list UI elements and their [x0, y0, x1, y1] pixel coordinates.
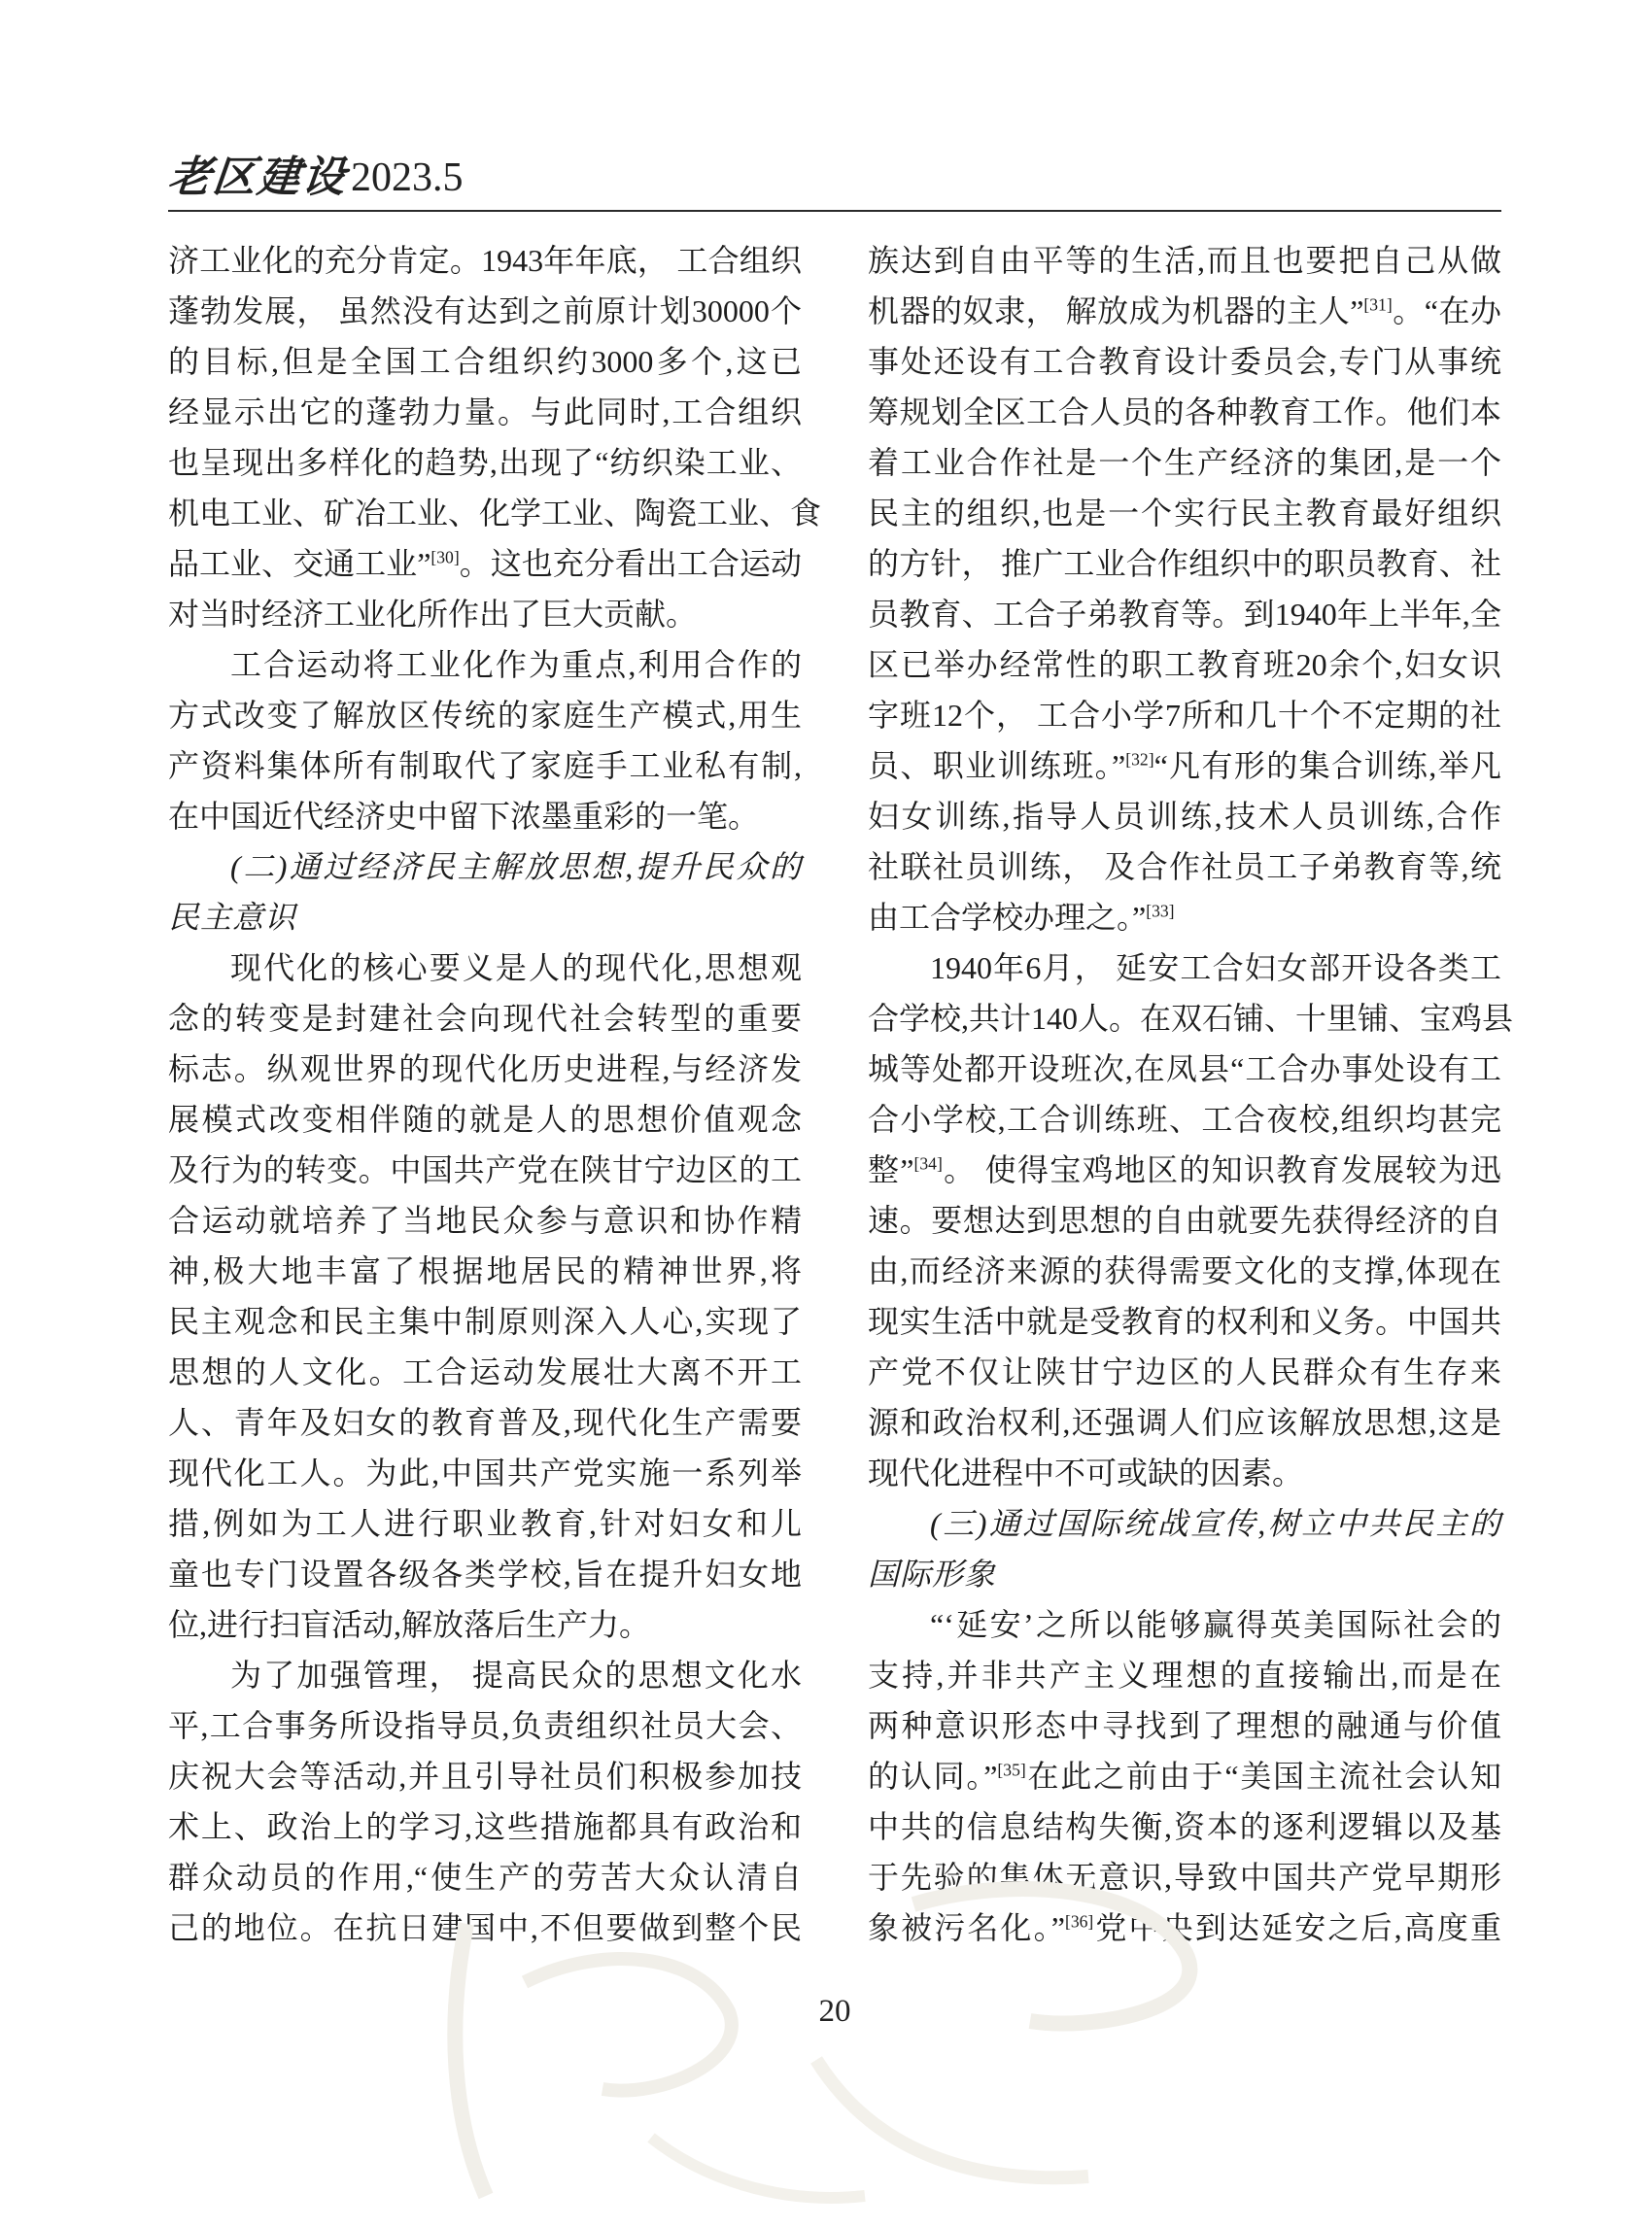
page-number: 20: [818, 1994, 851, 2029]
text-line: 也呈现出多样化的趋势,出现了“纺织染工业、: [168, 445, 802, 480]
text-line: 展模式改变相伴随的就是人的思想价值观念: [168, 1102, 802, 1137]
text-line: 标志。纵观世界的现代化历史进程,与经济发: [168, 1051, 802, 1086]
text-line: 机电工业、矿冶工业、化学工业、陶瓷工业、食: [168, 496, 822, 531]
page-footer: [168, 1994, 1501, 2030]
text-line: 速。要想达到思想的自由就要先获得经济的自: [868, 1203, 1501, 1238]
text-line: 及行为的转变。中国共产党在陕甘宁边区的工: [168, 1152, 802, 1187]
text-line: 人、青年及妇女的教育普及,现代化生产需要: [168, 1405, 802, 1440]
citation-ref: [34]: [913, 1153, 943, 1174]
text-line: 济工业化的充分肯定。1943年年底， 工合组织: [168, 243, 802, 278]
citation-ref: [31]: [1363, 294, 1393, 315]
text-line: 现代化的核心要义是人的现代化,思想观: [230, 950, 802, 985]
text-line: 己的地位。在抗日建国中,不但要做到整个民: [168, 1910, 802, 1945]
text-line: 社联社员训练， 及合作社员工子弟教育等,统: [868, 849, 1501, 884]
text-line: 区已举办经常性的职工教育班20余个,妇女识: [868, 647, 1501, 682]
right-column: [868, 235, 1514, 1953]
subsection-heading-line: 民主意识: [168, 900, 297, 935]
text-line: 员、职业训练班。”[32]“凡有形的集合训练,举凡: [868, 748, 1501, 783]
text-line: 1940年6月， 延安工合妇女部开设各类工: [930, 950, 1501, 985]
text-line: 群众动员的作用,“使生产的劳苦大众认清自: [168, 1860, 802, 1895]
text-line: 由,而经济来源的获得需要文化的支撑,体现在: [868, 1253, 1501, 1288]
text-line: 思想的人文化。工合运动发展壮大离不开工: [168, 1354, 802, 1389]
text-line: 在中国近代经济史中留下浓墨重彩的一笔。: [168, 799, 760, 834]
text-line: 童也专门设置各级各类学校,旨在提升妇女地: [168, 1557, 802, 1592]
text-line: 为了加强管理， 提高民众的思想文化水: [230, 1658, 802, 1693]
text-line: 合学校,共计140人。在双石铺、十里铺、宝鸡县: [868, 1001, 1514, 1036]
text-line: 中共的信息结构失衡,资本的逐利逻辑以及基: [868, 1809, 1501, 1844]
text-line: 的方针， 推广工业合作组织中的职员教育、社: [868, 546, 1501, 581]
text-line: 两种意识形态中寻找到了理想的融通与价值: [868, 1708, 1501, 1743]
citation-ref: [36]: [1064, 1911, 1094, 1932]
text-line: 的目标,但是全国工合组织约3000多个,这已: [168, 344, 802, 379]
citation-ref: [33]: [1146, 901, 1175, 921]
text-line: 现实生活中就是受教育的权利和义务。中国共: [868, 1304, 1501, 1339]
text-line: 合运动就培养了当地民众参与意识和协作精: [168, 1203, 802, 1238]
text-line: 产资料集体所有制取代了家庭手工业私有制,: [168, 748, 802, 783]
text-line: 位,进行扫盲活动,解放落后生产力。: [168, 1607, 651, 1642]
text-line: 庆祝大会等活动,并且引导社员们积极参加技: [168, 1759, 802, 1794]
text-line: 妇女训练,指导人员训练,技术人员训练,合作: [868, 799, 1501, 834]
subsection-heading-line: (三)通过国际统战宣传,树立中共民主的: [930, 1506, 1501, 1541]
journal-masthead: [165, 146, 1501, 202]
text-line: 城等处都开设班次,在凤县“工合办事处设有工: [868, 1051, 1501, 1086]
citation-ref: [35]: [997, 1760, 1026, 1780]
text-line: 源和政治权利,还强调人们应该解放思想,这是: [868, 1405, 1501, 1440]
text-line: 字班12个， 工合小学7所和几十个不定期的社: [868, 698, 1501, 733]
text-line: 现代化进程中不可或缺的因素。: [868, 1456, 1304, 1490]
text-line: 术上、政治上的学习,这些措施都具有政治和: [168, 1809, 802, 1844]
text-line: 平,工合事务所设指导员,负责组织社员大会、: [168, 1708, 802, 1743]
text-line: 支持,并非共产主义理想的直接输出,而是在: [868, 1658, 1501, 1693]
text-line: “‘延安’之所以能够赢得英美国际社会的: [930, 1607, 1501, 1642]
text-line: 筹规划全区工合人员的各种教育工作。他们本: [868, 394, 1501, 429]
text-line: 族达到自由平等的生活,而且也要把自己从做: [868, 243, 1501, 278]
text-line: 于先验的集体无意识,导致中国共产党早期形: [868, 1860, 1501, 1895]
text-line: 现代化工人。为此,中国共产党实施一系列举: [168, 1456, 802, 1490]
text-line: 由工合学校办理之。”[33]: [868, 900, 1175, 935]
subsection-heading-line: (二)通过经济民主解放思想,提升民众的: [230, 849, 802, 884]
text-line: 事处还设有工合教育设计委员会,专门从事统: [868, 344, 1501, 379]
text-line: 产党不仅让陕甘宁边区的人民群众有生存来: [868, 1354, 1501, 1389]
left-column: [168, 235, 822, 1953]
journal-logo-calligraphy: 老区建设: [165, 154, 350, 201]
text-line: 象被污名化。”[36]党中央到达延安之后,高度重: [868, 1910, 1501, 1945]
text-line: 神,极大地丰富了根据地居民的精神世界,将: [168, 1253, 802, 1288]
citation-ref: [32]: [1125, 749, 1154, 770]
text-line: 对当时经济工业化所作出了巨大贡献。: [168, 597, 698, 632]
text-line: 民主的组织,也是一个实行民主教育最好组织: [868, 496, 1501, 531]
journal-header: [165, 146, 1501, 212]
text-line: 民主观念和民主集中制原则深入人心,实现了: [168, 1304, 802, 1339]
text-line: 机器的奴隶， 解放成为机器的主人”[31]。“在办: [868, 293, 1501, 328]
text-line: 整”[34]。 使得宝鸡地区的知识教育发展较为迅: [868, 1152, 1501, 1187]
subsection-heading-line: 国际形象: [868, 1557, 997, 1592]
journal-issue: 2023.5: [351, 155, 464, 200]
text-line: 措,例如为工人进行职业教育,针对妇女和儿: [168, 1506, 802, 1541]
text-line: 着工业合作社是一个生产经济的集团,是一个: [868, 445, 1501, 480]
text-line: 合小学校,工合训练班、工合夜校,组织均甚完: [868, 1102, 1501, 1137]
text-line: 蓬勃发展， 虽然没有达到之前原计划30000个: [168, 293, 802, 328]
text-line: 员教育、工合子弟教育等。到1940年上半年,全: [868, 597, 1501, 632]
text-line: 品工业、交通工业”[30]。这也充分看出工合运动: [168, 546, 802, 581]
text-line: 方式改变了解放区传统的家庭生产模式,用生: [168, 698, 802, 733]
text-line: 念的转变是封建社会向现代社会转型的重要: [168, 1001, 802, 1036]
header-rule: [168, 210, 1501, 212]
text-line: 的认同。”[35]在此之前由于“美国主流社会认知: [868, 1759, 1501, 1794]
citation-ref: [30]: [430, 547, 460, 567]
text-line: 工合运动将工业化作为重点,利用合作的: [230, 647, 802, 682]
text-line: 经显示出它的蓬勃力量。与此同时,工合组织: [168, 394, 802, 429]
